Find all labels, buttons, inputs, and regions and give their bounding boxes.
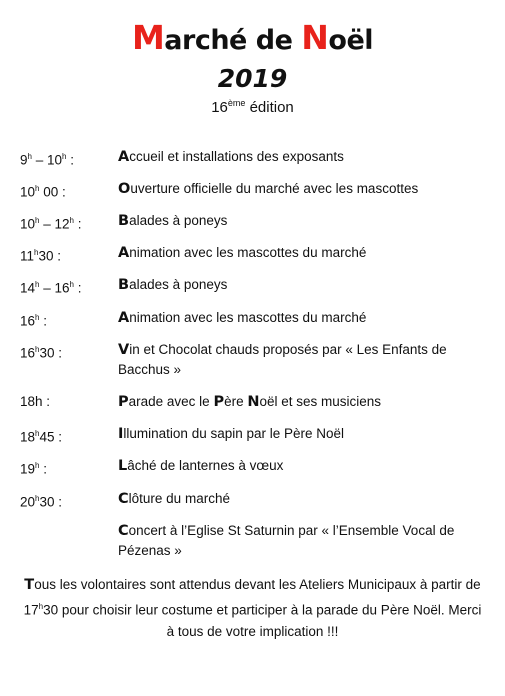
title-part-2: oël bbox=[328, 25, 374, 56]
schedule-event: Parade avec le Père Noël et ses musiciens bbox=[118, 394, 382, 410]
schedule-event: Animation avec les mascottes du marché bbox=[118, 310, 367, 326]
schedule-time: 16$^h$ : bbox=[20, 313, 47, 329]
edition bbox=[0, 98, 505, 116]
title-initial-n: N bbox=[301, 18, 329, 57]
schedule-time: 9$^h$ – 10$^h$ : bbox=[20, 152, 74, 168]
schedule-event: Accueil et installations des exposants bbox=[118, 149, 344, 165]
page-title bbox=[0, 18, 505, 57]
schedule-event: Illumination du sapin par le Père Noël bbox=[118, 426, 345, 442]
schedule-event: Balades à poneys bbox=[118, 277, 228, 293]
schedule-time: 18h : bbox=[20, 394, 51, 409]
schedule-time: 18$^h$45 : bbox=[20, 429, 63, 445]
schedule-time: 20$^h$30 : bbox=[20, 494, 63, 510]
edition-word: édition bbox=[245, 99, 294, 116]
schedule-time: 14$^h$ – 16$^h$ : bbox=[20, 280, 82, 296]
volunteer-note: Tous les volontaires sont attendus devant les Ateliers Municipaux à partir de 17$^h$30 pour choisir leur costume et participer à la parade du Père Noël. Merci à tous de votre implication !!! bbox=[23, 577, 482, 639]
schedule-time: 10$^h$ 00 : bbox=[20, 184, 66, 200]
year: 2019 bbox=[217, 64, 288, 93]
edition-number: 16 bbox=[211, 99, 228, 116]
title-initial-m: M bbox=[131, 18, 165, 57]
schedule-event: Vin et Chocolat chauds proposés par « Les Enfants de Bacchus » bbox=[118, 342, 447, 377]
title-part-1: arché de bbox=[164, 25, 302, 56]
schedule-time: 10$^h$ – 12$^h$ : bbox=[20, 216, 82, 232]
schedule-time: 11$^h$30 : bbox=[20, 248, 61, 264]
edition-suffix: ème bbox=[227, 98, 246, 108]
schedule-time: 16$^h$30 : bbox=[20, 345, 63, 361]
schedule-event: Ouverture officielle du marché avec les mascottes bbox=[118, 181, 419, 197]
schedule-event: Clôture du marché bbox=[118, 491, 230, 507]
schedule-time: 19$^h$ : bbox=[20, 461, 47, 477]
schedule-event: Concert à l’Eglise St Saturnin par « l’Ensemble Vocal de Pézenas » bbox=[118, 523, 455, 558]
schedule-event: Animation avec les mascottes du marché bbox=[118, 245, 367, 261]
schedule-event: Lâché de lanternes à vœux bbox=[118, 458, 284, 474]
schedule-event: Balades à poneys bbox=[118, 213, 228, 229]
